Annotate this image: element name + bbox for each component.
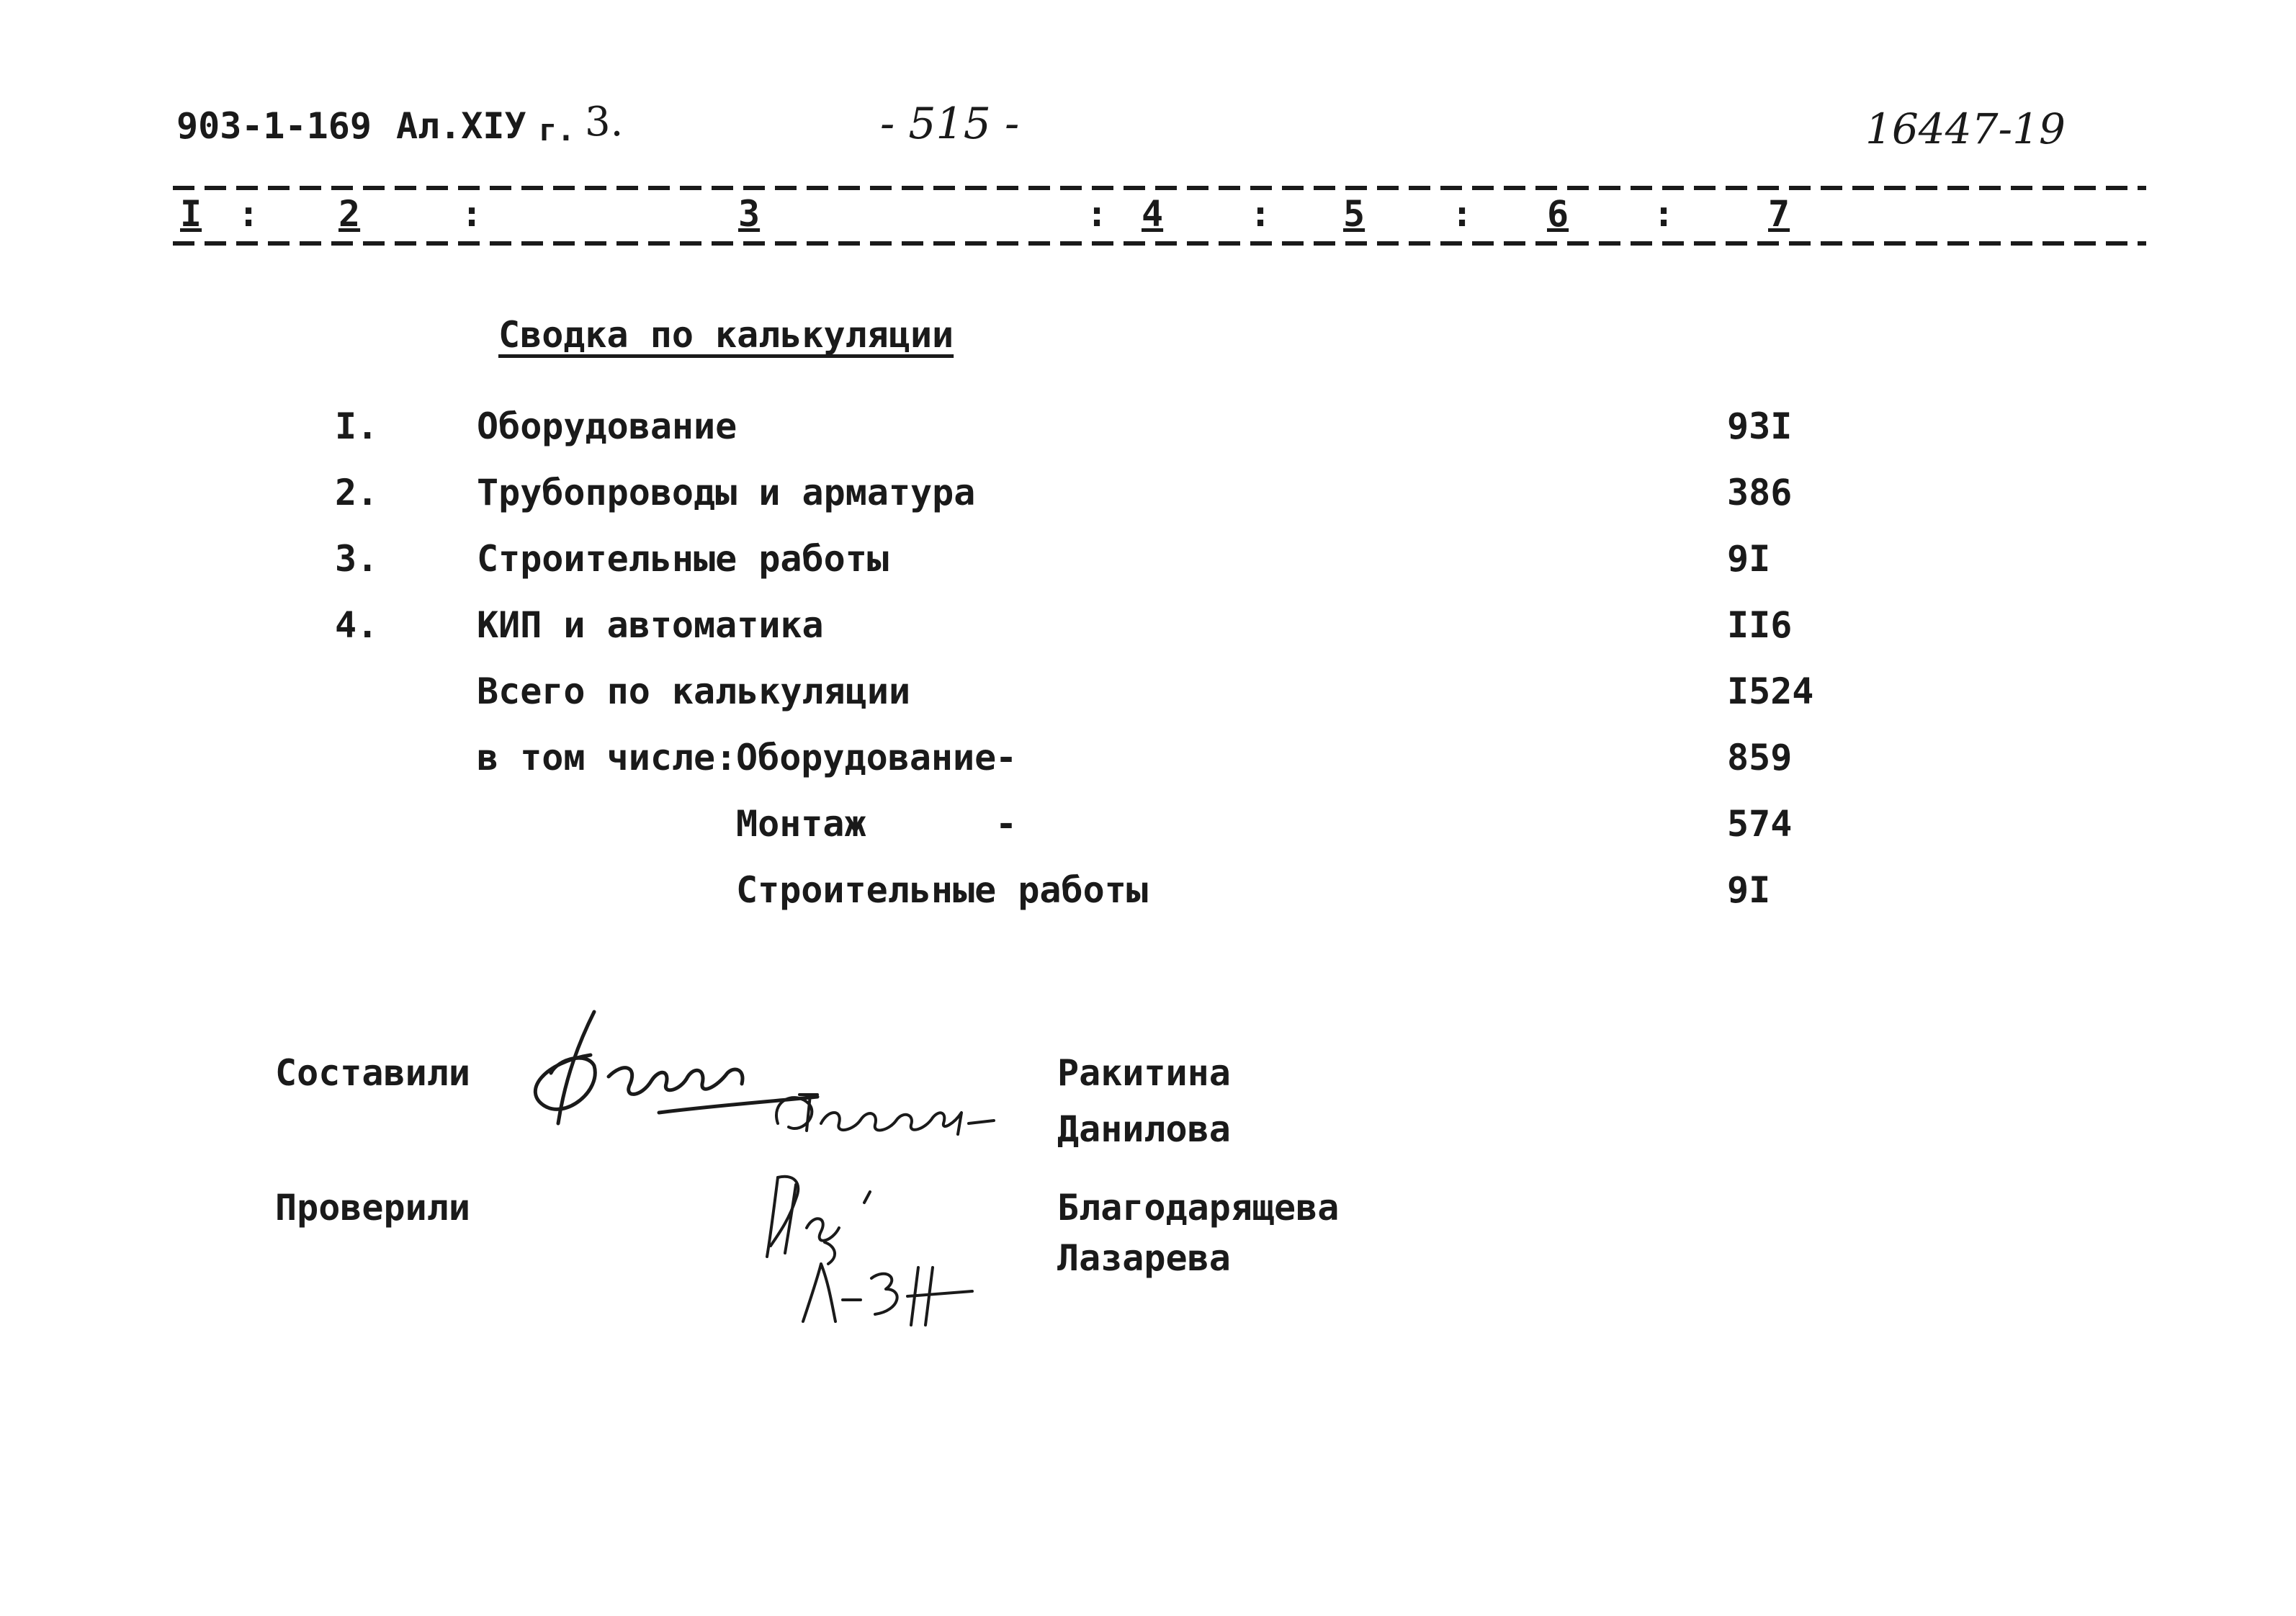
- column-number-5: 5: [1343, 193, 1366, 235]
- page-number: - 515 -: [880, 99, 1020, 149]
- breakdown-prefix: в том числе:: [477, 737, 737, 778]
- item-value: 9I: [1727, 538, 1771, 580]
- column-number-3: 3: [738, 193, 761, 235]
- column-number-4: 4: [1142, 193, 1164, 235]
- signature-checked-1: [756, 1163, 900, 1264]
- item-number: 3.: [335, 538, 379, 580]
- compiled-name: Данилова: [1057, 1108, 1231, 1150]
- breakdown-label: Строительные работы: [736, 869, 1148, 911]
- inventory-number: 16447-19: [1865, 104, 2066, 153]
- bottom-dashed-rule: [173, 241, 2146, 246]
- item-label: Трубопроводы и арматура: [477, 472, 976, 513]
- breakdown-value: 9I: [1727, 869, 1771, 911]
- breakdown-value: 859: [1727, 737, 1793, 778]
- item-value: II6: [1727, 604, 1793, 646]
- total-label: Всего по калькуляции: [477, 670, 911, 712]
- column-number-2: 2: [338, 193, 361, 235]
- item-value: 93I: [1727, 405, 1793, 447]
- item-label: Строительные работы: [477, 538, 889, 580]
- breakdown-dash: -: [995, 803, 1018, 845]
- item-label: Оборудование: [477, 405, 737, 447]
- column-number-6: 6: [1547, 193, 1569, 235]
- top-dashed-rule: [173, 186, 2146, 190]
- checked-name: Благодарящева: [1057, 1187, 1340, 1229]
- signature-compiled-2: [763, 1073, 1008, 1152]
- column-separator: :: [1451, 193, 1474, 235]
- part-prefix: г.: [539, 112, 575, 148]
- item-number: I.: [335, 405, 379, 447]
- column-number-1: I: [180, 193, 202, 235]
- breakdown-dash: -: [995, 737, 1018, 778]
- total-value: I524: [1727, 670, 1814, 712]
- checked-label: Проверили: [275, 1187, 470, 1229]
- compiled-label: Составили: [275, 1052, 470, 1094]
- item-number: 4.: [335, 604, 379, 646]
- part-number: 3.: [585, 99, 624, 145]
- compiled-name: Ракитина: [1057, 1052, 1231, 1094]
- breakdown-label: Оборудование: [736, 737, 997, 778]
- column-separator: :: [238, 193, 260, 235]
- item-value: 386: [1727, 472, 1793, 513]
- doc-code: 903-1-169: [176, 105, 372, 147]
- signature-checked-2: [792, 1257, 1001, 1329]
- breakdown-label: Монтаж: [736, 803, 866, 845]
- column-separator: :: [1086, 193, 1108, 235]
- summary-title: Сводка по калькуляции: [498, 314, 954, 356]
- column-separator: :: [1653, 193, 1675, 235]
- album-label: Ал.XIУ: [396, 105, 526, 147]
- column-separator: :: [461, 193, 483, 235]
- column-separator: :: [1250, 193, 1272, 235]
- item-number: 2.: [335, 472, 379, 513]
- breakdown-value: 574: [1727, 803, 1793, 845]
- checked-name: Лазарева: [1057, 1237, 1231, 1279]
- item-label: КИП и автоматика: [477, 604, 824, 646]
- column-number-7: 7: [1768, 193, 1790, 235]
